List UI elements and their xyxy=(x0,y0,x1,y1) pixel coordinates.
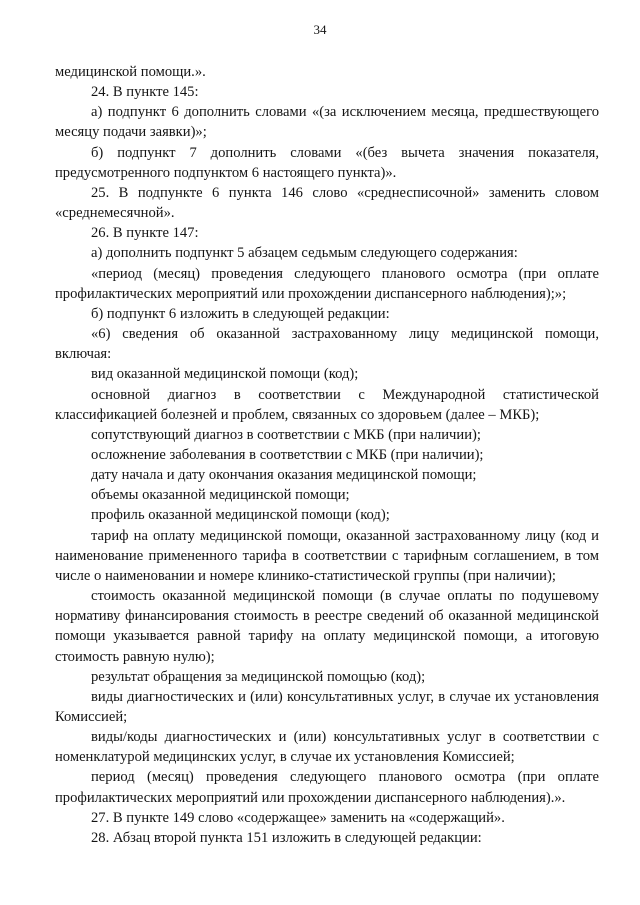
paragraph: 24. В пункте 145: xyxy=(91,84,199,101)
paragraph: объемы оказанной медицинской помощи; xyxy=(91,487,350,504)
paragraph: 26. В пункте 147: xyxy=(91,225,199,242)
paragraph: виды диагностических и (или) консультативных услуг, в случае их установления Комиссией; xyxy=(55,688,599,725)
paragraph: результат обращения за медицинской помощью (код); xyxy=(91,668,426,685)
paragraph: а) подпункт 6 дополнить словами «(за исключением месяца, предшествующего месяцу подачи заявки)»; xyxy=(55,104,599,141)
paragraph: период (месяц) проведения следующего планового осмотра (при оплате профилактических мероприятий или прохождении диспансерного наблюдения).». xyxy=(55,769,599,806)
paragraph: б) подпункт 7 дополнить словами «(без вычета значения показателя, предусмотренного подпунктом 6 настоящего пункта)». xyxy=(55,144,599,181)
paragraph: дату начала и дату окончания оказания медицинской помощи; xyxy=(91,467,477,484)
page-number: 34 xyxy=(313,22,327,37)
paragraph: основной диагноз в соответствии с Международной статистической классификацией болезней и проблем, связанных со здоровьем (далее – МКБ); xyxy=(55,386,599,423)
paragraph: 28. Абзац второй пункта 151 изложить в следующей редакции: xyxy=(91,829,482,846)
paragraph: «6) сведения об оказанной застрахованному лицу медицинской помощи, включая: xyxy=(55,326,599,363)
paragraph: а) дополнить подпункт 5 абзацем седьмым следующего содержания: xyxy=(91,245,518,262)
paragraph: сопутствующий диагноз в соответствии с МКБ (при наличии); xyxy=(91,426,481,443)
paragraph: стоимость оказанной медицинской помощи (в случае оплаты по подушевому нормативу финансирования стоимость в реестре сведений об оказанной медицинской помощи указывается равной тарифу на оплату медицинской помощи, а итоговую стоимость равную нулю); xyxy=(55,588,599,665)
paragraph: б) подпункт 6 изложить в следующей редакции: xyxy=(91,305,390,322)
paragraph: тариф на оплату медицинской помощи, оказанной застрахованному лицу (код и наименование примененного тарифа в соответствии с тарифным соглашением, в том числе о наименовании и номере клинико-статистической группы (при наличии); xyxy=(55,527,599,584)
paragraph: 27. В пункте 149 слово «содержащее» заменить на «содержащий». xyxy=(91,809,505,826)
paragraph: медицинской помощи.». xyxy=(55,64,206,80)
paragraph: профиль оказанной медицинской помощи (код); xyxy=(91,507,390,524)
paragraph: вид оказанной медицинской помощи (код); xyxy=(91,366,359,383)
paragraph: 25. В подпункте 6 пункта 146 слово «среднесписочной» заменить словом «среднемесячной». xyxy=(55,184,599,222)
paragraph: «период (месяц) проведения следующего планового осмотра (при оплате профилактических мероприятий или прохождении диспансерного наблюдения);»; xyxy=(55,265,599,302)
paragraph: виды/коды диагностических и (или) консультативных услуг в соответствии с номенклатурой медицинских услуг, в случае их установления Комиссией; xyxy=(55,729,599,766)
paragraph: осложнение заболевания в соответствии с МКБ (при наличии); xyxy=(91,446,484,463)
document-body xyxy=(55,62,599,848)
